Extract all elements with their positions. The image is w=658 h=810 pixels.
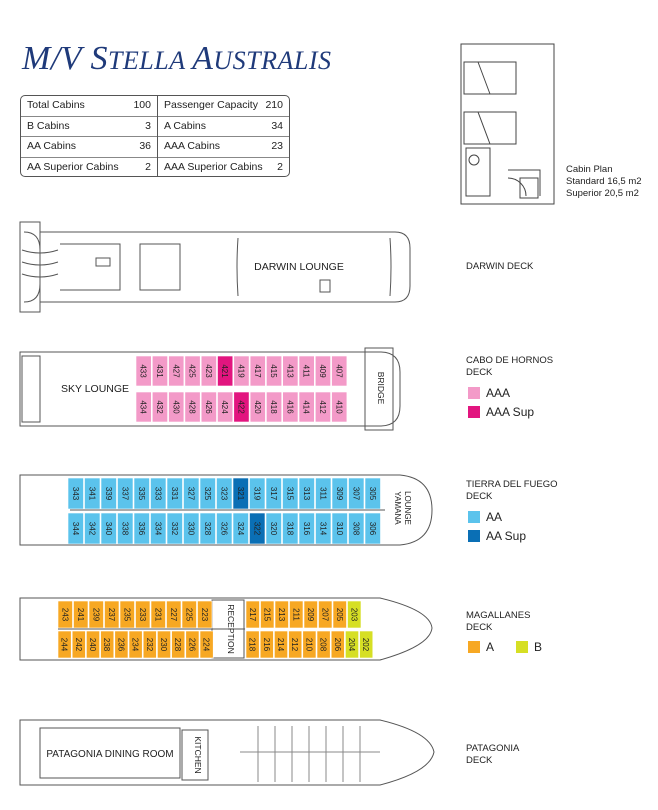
cabin-409[interactable] <box>315 356 330 386</box>
cabin-411[interactable] <box>299 356 314 386</box>
cabin-334[interactable] <box>151 513 167 544</box>
legend-a: A <box>468 640 494 654</box>
svg-text:420: 420 <box>252 400 262 414</box>
stats-row: AAA Superior Cabins 2 <box>164 160 283 173</box>
cabin-337[interactable] <box>118 478 134 509</box>
svg-text:338: 338 <box>120 521 130 536</box>
cabin-208[interactable] <box>317 631 330 658</box>
cabin-305[interactable] <box>365 478 381 509</box>
cabin-239[interactable] <box>89 601 104 628</box>
reception-label: RECEPTION <box>226 604 236 654</box>
svg-text:225: 225 <box>184 607 194 622</box>
cabin-417[interactable] <box>250 356 265 386</box>
svg-text:311: 311 <box>318 487 328 500</box>
svg-text:434: 434 <box>138 400 148 414</box>
legend-swatch-aa <box>468 511 480 523</box>
svg-text:232: 232 <box>144 637 154 652</box>
cabin-320[interactable] <box>266 513 282 544</box>
cabin-426[interactable] <box>201 392 216 422</box>
svg-text:212: 212 <box>290 637 300 652</box>
cabin-236[interactable] <box>115 631 128 658</box>
svg-text:419: 419 <box>236 364 246 378</box>
cabin-318[interactable] <box>283 513 299 544</box>
sky-lounge-label: SKY LOUNGE <box>60 383 130 395</box>
svg-text:413: 413 <box>285 364 295 378</box>
svg-text:230: 230 <box>159 637 168 652</box>
cabo-deck-label: CABO DE HORNOS DECK <box>466 355 554 378</box>
cabin-335[interactable] <box>134 478 150 509</box>
cabin-316[interactable] <box>299 513 315 544</box>
cabin-420[interactable] <box>250 392 265 422</box>
svg-text:228: 228 <box>173 637 183 652</box>
svg-text:422: 422 <box>236 400 246 414</box>
cabin-317[interactable] <box>266 478 282 509</box>
cabin-238[interactable] <box>101 631 114 658</box>
svg-text:313: 313 <box>301 486 311 501</box>
patagonia-dining-label: PATAGONIA DINING ROOM <box>46 749 174 760</box>
svg-text:240: 240 <box>88 637 97 652</box>
cabin-339[interactable] <box>101 478 117 509</box>
stats-row: A Cabins 34 <box>158 117 289 138</box>
cabin-314[interactable] <box>316 513 332 544</box>
svg-text:407: 407 <box>334 364 344 378</box>
cabin-205[interactable] <box>333 601 347 628</box>
legend-swatch-aaa <box>468 387 480 399</box>
cabin-328[interactable] <box>200 513 216 544</box>
page-title: M/V STELLA AUSTRALIS <box>22 40 332 77</box>
svg-text:211: 211 <box>291 608 301 621</box>
cabin-323[interactable] <box>217 478 233 509</box>
svg-text:415: 415 <box>269 364 279 378</box>
cabin-241[interactable] <box>74 601 89 628</box>
cabin-213[interactable] <box>275 601 289 628</box>
svg-text:208: 208 <box>318 637 328 652</box>
svg-text:418: 418 <box>269 400 279 414</box>
cabin-216[interactable] <box>260 631 273 658</box>
cabin-237[interactable] <box>105 601 120 628</box>
legend-aaa: AAA <box>468 386 510 400</box>
stats-row: AA Cabins 36 <box>21 137 157 158</box>
legend-aa-sup: AA Sup <box>468 529 526 543</box>
cabin-234[interactable] <box>129 631 142 658</box>
cabin-325[interactable] <box>200 478 216 509</box>
cabin-434[interactable] <box>136 392 151 422</box>
cabin-407[interactable] <box>332 356 347 386</box>
tierra-deck-label: TIERRA DEL FUEGO DECK <box>466 479 558 502</box>
svg-text:214: 214 <box>276 637 285 652</box>
svg-text:328: 328 <box>202 521 212 536</box>
cabin-432[interactable] <box>152 392 167 422</box>
svg-text:423: 423 <box>203 364 213 378</box>
cabin-326[interactable] <box>217 513 233 544</box>
cabin-322[interactable] <box>250 513 266 544</box>
stats-row: B Cabins 3 <box>21 117 157 138</box>
cabin-413[interactable] <box>283 356 298 386</box>
cabin-308[interactable] <box>349 513 365 544</box>
svg-text:330: 330 <box>186 521 196 536</box>
svg-text:315: 315 <box>285 486 295 501</box>
cabin-431[interactable] <box>152 356 167 386</box>
svg-text:410: 410 <box>334 400 344 414</box>
svg-text:218: 218 <box>247 637 257 652</box>
svg-text:323: 323 <box>219 486 229 501</box>
svg-text:424: 424 <box>220 400 230 414</box>
svg-text:340: 340 <box>103 521 113 536</box>
cabin-330[interactable] <box>184 513 200 544</box>
svg-text:316: 316 <box>301 521 311 536</box>
svg-text:207: 207 <box>320 607 330 622</box>
svg-text:326: 326 <box>219 521 229 536</box>
cabins-layer <box>58 356 381 658</box>
stats-row: AA Superior Cabins 2 <box>27 160 151 173</box>
svg-text:205: 205 <box>334 607 344 622</box>
svg-text:432: 432 <box>154 400 164 414</box>
cabin-plan-superior: Superior 20,5 m2 <box>566 188 639 199</box>
svg-text:421: 421 <box>220 364 230 378</box>
svg-text:204: 204 <box>347 637 356 652</box>
magallanes-deck-label: MAGALLANES DECK <box>466 610 531 633</box>
cabin-324[interactable] <box>233 513 249 544</box>
svg-text:216: 216 <box>261 637 271 652</box>
cabin-233[interactable] <box>136 601 151 628</box>
svg-text:327: 327 <box>186 486 196 501</box>
svg-text:305: 305 <box>367 486 377 501</box>
svg-text:308: 308 <box>351 521 361 536</box>
cabin-223[interactable] <box>198 601 213 628</box>
svg-text:206: 206 <box>332 637 342 652</box>
svg-text:325: 325 <box>202 486 212 501</box>
cabin-309[interactable] <box>332 478 348 509</box>
cabin-414[interactable] <box>299 392 314 422</box>
cabin-225[interactable] <box>182 601 197 628</box>
cabin-332[interactable] <box>167 513 183 544</box>
svg-text:306: 306 <box>367 521 377 536</box>
cabin-242[interactable] <box>72 631 85 658</box>
svg-text:333: 333 <box>153 486 163 501</box>
svg-text:428: 428 <box>187 400 197 414</box>
svg-text:414: 414 <box>301 400 311 414</box>
svg-text:238: 238 <box>102 637 112 652</box>
svg-text:319: 319 <box>252 486 262 501</box>
legend-aaa-sup: AAA Sup <box>468 405 534 419</box>
cabin-410[interactable] <box>332 392 347 422</box>
legend-swatch-aa-sup <box>468 530 480 542</box>
svg-text:427: 427 <box>171 364 181 378</box>
cabin-232[interactable] <box>143 631 156 658</box>
cabin-217[interactable] <box>246 601 260 628</box>
cabin-423[interactable] <box>201 356 216 386</box>
svg-text:337: 337 <box>120 486 130 501</box>
svg-text:433: 433 <box>138 364 148 378</box>
cabin-331[interactable] <box>167 478 183 509</box>
cabin-210[interactable] <box>303 631 316 658</box>
cabin-327[interactable] <box>184 478 200 509</box>
cabin-212[interactable] <box>289 631 302 658</box>
cabin-226[interactable] <box>186 631 199 658</box>
cabin-224[interactable] <box>200 631 213 658</box>
darwin-deck-label: DARWIN DECK <box>466 261 534 272</box>
cabin-207[interactable] <box>319 601 333 628</box>
legend-b: B <box>516 640 542 654</box>
cabin-307[interactable] <box>349 478 365 509</box>
cabin-315[interactable] <box>283 478 299 509</box>
cabin-344[interactable] <box>68 513 84 544</box>
svg-text:310: 310 <box>334 521 344 536</box>
svg-text:309: 309 <box>334 486 344 501</box>
cabin-211[interactable] <box>290 601 304 628</box>
cabin-230[interactable] <box>157 631 170 658</box>
svg-text:203: 203 <box>349 607 359 622</box>
svg-text:431: 431 <box>154 364 164 378</box>
yamana-label: YAMANA <box>393 491 402 525</box>
svg-text:244: 244 <box>59 637 69 652</box>
cabin-340[interactable] <box>101 513 117 544</box>
svg-text:416: 416 <box>285 400 295 414</box>
svg-text:324: 324 <box>235 521 245 536</box>
cabin-plan-diagram <box>461 44 554 204</box>
svg-text:430: 430 <box>171 400 181 414</box>
cabin-321[interactable] <box>233 478 249 509</box>
darwin-deck-plan <box>20 222 410 312</box>
cabin-336[interactable] <box>134 513 150 544</box>
svg-text:317: 317 <box>268 486 278 501</box>
svg-text:223: 223 <box>199 607 209 622</box>
cabin-310[interactable] <box>332 513 348 544</box>
cabin-412[interactable] <box>315 392 330 422</box>
cabin-202[interactable] <box>360 631 373 658</box>
svg-text:417: 417 <box>252 364 262 378</box>
cabin-240[interactable] <box>86 631 99 658</box>
cabin-235[interactable] <box>120 601 135 628</box>
cabin-243[interactable] <box>58 601 73 628</box>
cabin-319[interactable] <box>250 478 266 509</box>
cabin-231[interactable] <box>151 601 166 628</box>
svg-text:341: 341 <box>87 486 97 501</box>
svg-text:233: 233 <box>137 607 147 622</box>
svg-text:209: 209 <box>305 607 315 622</box>
cabin-343[interactable] <box>68 478 84 509</box>
cabin-338[interactable] <box>118 513 134 544</box>
cabin-214[interactable] <box>274 631 287 658</box>
svg-text:409: 409 <box>317 364 327 378</box>
svg-text:241: 241 <box>75 607 85 622</box>
svg-text:321: 321 <box>235 486 245 501</box>
svg-text:215: 215 <box>262 607 272 622</box>
cabin-342[interactable] <box>85 513 101 544</box>
svg-text:314: 314 <box>318 521 328 536</box>
svg-text:213: 213 <box>276 607 286 622</box>
cabin-419[interactable] <box>234 356 249 386</box>
cabin-415[interactable] <box>266 356 281 386</box>
svg-text:224: 224 <box>201 637 211 652</box>
cabin-plan-standard: Standard 16,5 m2 <box>566 176 642 187</box>
cabin-424[interactable] <box>218 392 233 422</box>
svg-text:331: 331 <box>169 486 179 501</box>
svg-text:217: 217 <box>247 607 257 622</box>
svg-text:339: 339 <box>103 486 113 501</box>
svg-text:412: 412 <box>317 400 327 414</box>
kitchen-label: KITCHEN <box>193 736 203 774</box>
cabin-425[interactable] <box>185 356 200 386</box>
svg-text:318: 318 <box>285 521 295 536</box>
svg-text:242: 242 <box>73 637 83 652</box>
lounge-label: LOUNGE <box>403 491 412 525</box>
legend-aa: AA <box>468 510 502 524</box>
cabin-416[interactable] <box>283 392 298 422</box>
stats-row: Total Cabins 100 <box>21 96 157 117</box>
svg-text:320: 320 <box>268 521 278 536</box>
svg-text:342: 342 <box>87 521 97 536</box>
cabin-228[interactable] <box>172 631 185 658</box>
cabin-306[interactable] <box>365 513 381 544</box>
svg-text:235: 235 <box>122 607 132 622</box>
cabin-421[interactable] <box>218 356 233 386</box>
cabin-427[interactable] <box>169 356 184 386</box>
svg-text:231: 231 <box>153 607 163 622</box>
cabin-311[interactable] <box>316 478 332 509</box>
svg-text:322: 322 <box>252 521 262 536</box>
svg-text:336: 336 <box>136 521 146 536</box>
darwin-lounge-label: DARWIN LOUNGE <box>254 261 344 273</box>
cabin-203[interactable] <box>348 601 362 628</box>
svg-text:334: 334 <box>153 521 163 536</box>
bridge-label: BRIDGE <box>376 371 386 405</box>
cabin-333[interactable] <box>151 478 167 509</box>
cabin-422[interactable] <box>234 392 249 422</box>
svg-text:239: 239 <box>91 607 101 622</box>
svg-text:243: 243 <box>60 607 70 622</box>
cabin-209[interactable] <box>304 601 318 628</box>
stats-row: Passenger Capacity 210 <box>158 96 289 117</box>
cabin-206[interactable] <box>331 631 344 658</box>
svg-text:344: 344 <box>70 521 80 536</box>
svg-text:202: 202 <box>361 637 371 652</box>
cabin-218[interactable] <box>246 631 259 658</box>
legend-swatch-a <box>468 641 480 653</box>
legend-swatch-b <box>516 641 528 653</box>
cabin-428[interactable] <box>185 392 200 422</box>
cabin-204[interactable] <box>345 631 358 658</box>
svg-text:411: 411 <box>301 364 311 378</box>
cabin-227[interactable] <box>167 601 182 628</box>
svg-text:425: 425 <box>187 364 197 378</box>
svg-text:234: 234 <box>130 637 140 652</box>
svg-text:307: 307 <box>351 486 361 501</box>
svg-text:210: 210 <box>304 637 314 652</box>
cabin-313[interactable] <box>299 478 315 509</box>
svg-text:335: 335 <box>136 486 146 501</box>
legend-swatch-aaa-sup <box>468 406 480 418</box>
svg-text:343: 343 <box>70 486 80 501</box>
patagonia-deck-label: PATAGONIA DECK <box>466 743 520 766</box>
stats-row: AAA Cabins 23 <box>158 137 289 158</box>
svg-text:237: 237 <box>106 607 116 622</box>
svg-text:426: 426 <box>203 400 213 414</box>
svg-text:226: 226 <box>187 637 197 652</box>
cabin-418[interactable] <box>266 392 281 422</box>
svg-text:236: 236 <box>116 637 126 652</box>
cabin-215[interactable] <box>261 601 275 628</box>
cabin-433[interactable] <box>136 356 151 386</box>
svg-text:332: 332 <box>169 521 179 536</box>
cabin-plan-title: Cabin Plan <box>566 164 613 175</box>
cabin-244[interactable] <box>58 631 71 658</box>
cabin-plan-text <box>566 164 642 200</box>
cabin-430[interactable] <box>169 392 184 422</box>
svg-text:227: 227 <box>168 607 178 622</box>
cabin-341[interactable] <box>85 478 101 509</box>
